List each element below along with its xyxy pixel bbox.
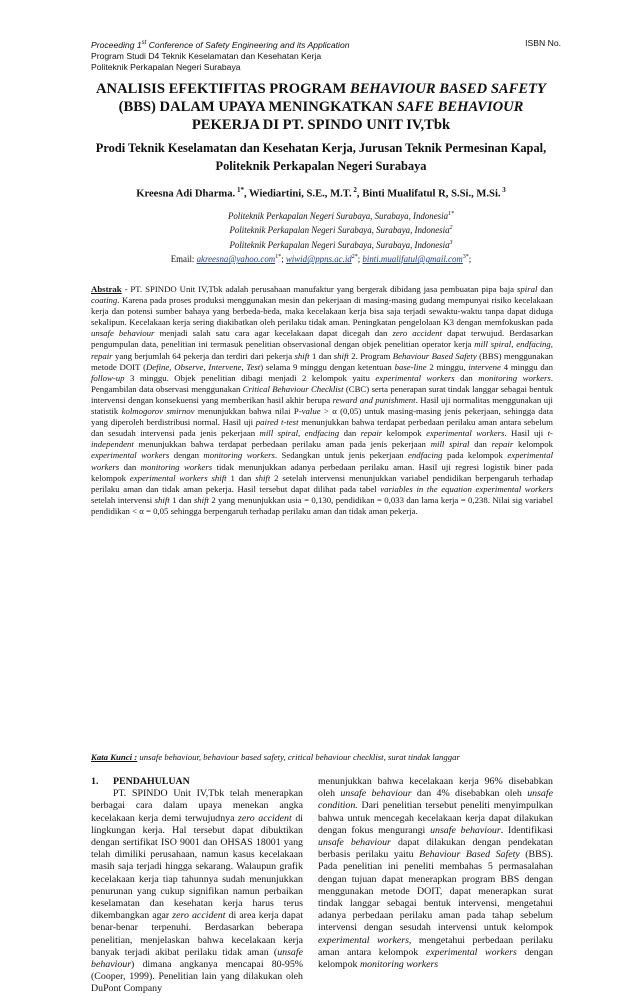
paper-title: ANALISIS EFEKTIFITAS PROGRAM BEHAVIOUR BASED SAFETY (BBS) DALAM UPAYA MENINGKATKAN SAFE BEHAVIOUR PEKERJA DI PT. SPINDO UNIT IV,Tbk [96, 81, 546, 133]
header-institution: Politeknik Perkapalan Negeri Surabaya [91, 62, 241, 73]
header-isbn: ISBN No. [525, 38, 561, 48]
email-line: Email: akreesna@yahoo.com$^{1*}$; $wiwid@ppns.ac.id^{2*}$; binti.mualifatul@gmail.com$^{3*}$; [170, 254, 472, 265]
keywords-label: Kata Kunci : [91, 752, 138, 762]
running-header [91, 38, 561, 73]
section-heading: 1. PENDAHULUAN [91, 776, 190, 787]
author-list: Kreesna Adi Dharma. $^{1*}$, Wiediartini, S.E., M.T. $^2$, Binti Mualifatul R, S.Si., M.Si. $^3$ [136, 186, 506, 200]
affiliation-2: Politeknik Perkapalan Negeri Surabaya, Surabaya, Indonesia$^2$ [229, 225, 453, 236]
email-link-2[interactable]: wiwid@ppns.ac.id [285, 254, 352, 265]
email-link-1[interactable]: akreesna@yahoo.com [196, 254, 276, 265]
section-paragraph-left: PT. SPINDO Unit IV,Tbk telah menerapkan berbagai cara dalam upaya menekan angka kecelakaan kerja demi terwujudnya zero accident di lingkungan kerja. Hal tersebut dapat dibuktikan dengan sertifikat ISO 9001 dan OHSAS 18001 yang telah dimiliki perusahaan, namun kasus kecelakaan masih saja terjadi hingga sekarang. Walaupun grafik kecelakaan kerja tiap tahunnya sudah menunjukkan penurunan yang cukup signifikan namun perbaikan keselamatan dan kesehatan kerja harus terus dikembangkan agar zero accident di area kerja dapat benar-benar terpenuhi. Berdasarkan beberapa penelitian, menjelaskan bahwa kecelakaan kerja banyak terjadi akibat perilaku tidak aman (unsafe behaviour) dimana angkanya mencapai 80-95% (Cooper, 1999). Penelitian lain yang dilakukan oleh DuPont Company [91, 788, 304, 995]
header-program: Program Studi D4 Teknik Keselamatan dan Kesehatan Kerja [91, 51, 322, 62]
section-paragraph-right: menunjukkan bahwa kecelakaan kerja 96% disebabkan oleh unsafe behaviour dan 4% disebabkan oleh unsafe condition. Dari penelitian tersebut peneliti menyimpulkan bahwa untuk mencegah kecelakaan kerja dapat dilakukan dengan fokus mengurangi unsafe behaviour. Identifikasi unsafe behaviour dapat dilakukan dengan pendekatan berbasis perilaku yaitu Behaviour Based Safety (BBS). Pada penelitian ini peneliti membahas 5 permasalahan dengan tujuan dapat menerapkan program BBS dengan menggunakan metode DOIT, dapat menerapkan surat tindak langgar sebagai bentuk intervensi, mengetahui adanya perbedaan perilaku aman pada tahap sebelum intervensi dengan sesudah intervensi untuk kelompok experimental workers, mengetahui perbedaan perilaku aman antara kelompok experimental workers dengan kelompok monitoring workers [318, 776, 553, 971]
column-left [91, 776, 303, 996]
email-link-3[interactable]: binti.mualifatul@gmail.com [362, 254, 463, 265]
keywords-list: unsafe behaviour, behaviour based safety, critical behaviour checklist, surat tindak langgar [137, 752, 460, 762]
affiliation-3: Politeknik Perkapalan Negeri Surabaya, Surabaya, Indonesia$^3$ [229, 239, 453, 250]
keywords [91, 752, 553, 763]
column-right [318, 776, 553, 971]
abstract-label: Abstrak [91, 284, 122, 294]
affiliation-block [91, 208, 551, 266]
header-conference: Proceeding 1st Conference of Safety Engineering and its Application [91, 39, 350, 50]
institution-heading: Prodi Teknik Keselamatan dan Kesehatan Kerja, Jurusan Teknik Permesinan Kapal, Politeknik Perkapalan Negeri Surabaya [95, 141, 547, 173]
abstract: Abstrak - PT. SPINDO Unit IV,Tbk adalah perusahaan manufaktur yang bergerak dibidang jasa pembuatan pipa baja spiral dan coating. Karena pada proses produksi menggunakan mesin dan pekerjaan di masing-masing gudang mempunyai risiko kecelakaan kerja dan potensi sumber bahaya yang berbeda-beda, maka kecelakaan kerja bisa saja terjadi sewaktu-waktu tanpa dapat diduga sekalipun. Kecelakaan kerja sering diakibatkan oleh perilaku tidak aman. Peningkatan pengelolaan K3 dengan memfokuskan pada unsafe behaviour menjadi salah satu cara agar kecelakaan dapat dicegah dan zero accident dapat terwujud. Berdasarkan pengumpulan data, penelitian ini termasuk penelitian observasional dengan objek penelitian operator kerja mill spiral, endfacing, repair yang berjumlah 64 pekerja dan terdiri dari pekerja shift 1 dan shift 2. Program Behaviour Based Safety (BBS) menggunakan metode DOIT (Define, Observe, Intervene, Test) selama 9 minggu dengan ketentuan base-line 2 minggu, intervene 4 minggu dan follow-up 3 minggu. Objek penelitian dibagi menjadi 2 kelompok yaitu experimental workers dan monitoring workers. Pengambilan data observasi menggunakan Critical Behaviour Checklist (CBC) serta penerapan surat tindak langgar sebagai bentuk intervensi dengan konsekuensi yang memberikan hasil akhir berupa reward and punishment. Hasil uji normalitas menggunakan uji statistik kolmogorov smirnov menunjukkan bahwa nilai P-value > α (0,05) untuk masing-masing jenis pekerjaan, sehingga data yang diperoleh berdistribusi normal. Hasil uji paired t-test menunjukkan bahwa terdapat perbedaan perilaku aman antara sebelum dan sesudah intervensi pada jenis pekerjaan mill spiral, endfacing dan repair kelompok experimental workers. Hasil uji t-independent menunjukkan bahwa terdapat perbedaan perilaku aman pada jenis pekerjaan mill spiral dan repair kelompok experimental workers dengan monitoring workers. Sedangkan untuk jenis pekerjaan endfacing pada kelompok experimental workers dan monitoring workers tidak menunjukkan adanya perbedaan perilaku aman. Hasil uji regresi logistik biner pada kelompok experimental workers shift 1 dan shift 2 setelah intervensi menunjukkan variabel pendidikan berpengaruh terhadap perilaku aman dan tidak aman pekerja. Hasil tersebut dapat dilihat pada tabel variables in the equation experimental workers setelah intervensi shift 1 dan shift 2 yang menunjukkan usia = 0,130, pendidikan = 0,033 dan lama kerja = 0,238. Nilai sig variabel pendidikan < α = 0,05 sehingga berpengaruh terhadap perilaku aman dan tidak aman pekerja. [91, 284, 554, 516]
affiliation-1: Politeknik Perkapalan Negeri Surabaya, Surabaya, Indonesia$^{1*}$ [227, 210, 455, 221]
